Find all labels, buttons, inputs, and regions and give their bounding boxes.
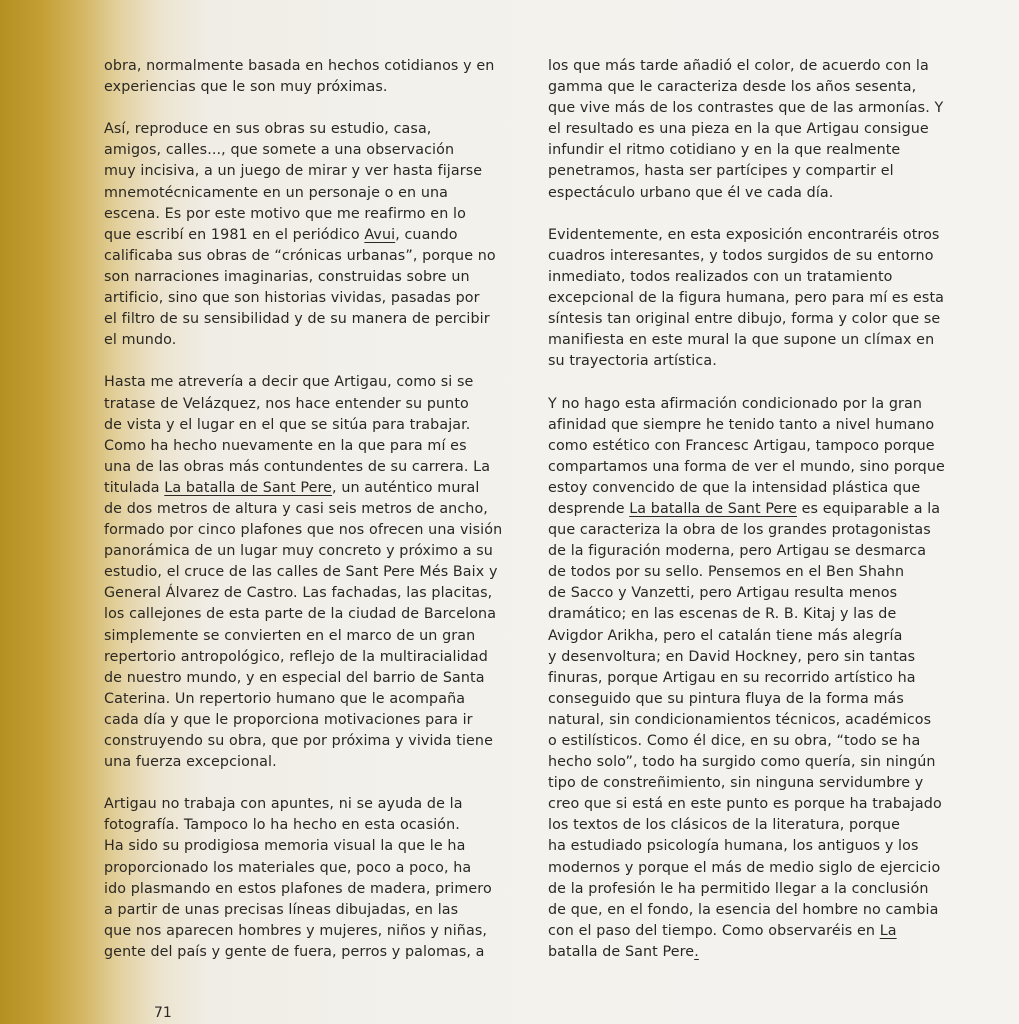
text-line: [548, 288, 968, 309]
text-line: [104, 794, 524, 815]
text-segment: de la figuración moderna, pero Artigau se desmarca: [548, 543, 927, 560]
text-line: [104, 415, 524, 436]
text-segment: calificaba sus obras de “crónicas urbanas”, porque no: [104, 247, 496, 264]
text-line: [548, 183, 968, 204]
text-segment: amigos, calles..., que somete a una observación: [104, 142, 455, 159]
text-segment: su trayectoria artística.: [548, 353, 717, 370]
text-line: [548, 140, 968, 161]
text-line: [548, 710, 968, 731]
text-segment: gente del país y gente de fuera, perros y palomas, a: [104, 943, 485, 960]
text-segment: proporcionado los materiales que, poco a poco, ha: [104, 859, 472, 876]
text-segment: creo que si está en este punto es porque ha trabajado: [548, 796, 942, 813]
text-segment: compartamos una forma de ver el mundo, sino porque: [548, 458, 945, 475]
text-line: [548, 647, 968, 668]
text-segment: tipo de constreñimiento, sin ninguna servidumbre y: [548, 775, 924, 792]
text-segment: mnemotécnicamente en un personaje o en una: [104, 184, 449, 201]
text-line: [548, 161, 968, 182]
text-line: [104, 288, 524, 309]
paragraph: [548, 225, 968, 373]
text-segment: de que, en el fondo, la esencia del hombre no cambia: [548, 901, 939, 918]
text-segment: que vive más de los contrastes que de las armonías. Y: [548, 100, 944, 117]
text-line: [548, 77, 968, 98]
text-segment: es equiparable a la: [797, 500, 941, 517]
text-segment: ido plasmando en estos plafones de madera, primero: [104, 880, 492, 897]
paragraph: [104, 56, 524, 98]
text-segment: inmediato, todos realizados con un tratamiento: [548, 268, 893, 285]
text-segment: tratase de Velázquez, nos hace entender su punto: [104, 395, 469, 412]
text-segment: construyendo su obra, que por próxima y vivida tiene: [104, 733, 493, 749]
text-segment: los que más tarde añadió el color, de acuerdo con la: [548, 58, 929, 74]
underlined-title: Avui: [364, 226, 396, 243]
text-line: [104, 647, 524, 668]
text-segment: afinidad que siempre he tenido tanto a nivel humano: [548, 416, 935, 433]
paragraph: [104, 794, 524, 963]
text-line: [104, 204, 524, 225]
text-segment: , cuando: [395, 226, 458, 243]
text-line: [548, 562, 968, 583]
text-segment: General Álvarez de Castro. Las fachadas, las placitas,: [104, 585, 493, 602]
text-line: [104, 457, 524, 478]
text-line: [548, 225, 968, 246]
text-segment: conseguido que su pintura fluya de la forma más: [548, 690, 904, 707]
text-segment: que nos aparecen hombres y mujeres, niños y niñas,: [104, 922, 488, 939]
text-segment: cada día y que le proporciona motivaciones para ir: [104, 711, 473, 728]
text-line: [104, 183, 524, 204]
text-line: [104, 562, 524, 583]
text-line: [548, 626, 968, 647]
text-segment: como estético con Francesc Artigau, tampoco porque: [548, 437, 935, 454]
text-segment: de Sacco y Vanzetti, pero Artigau resulta menos: [548, 585, 898, 602]
text-segment: de dos metros de altura y casi seis metros de ancho,: [104, 500, 488, 517]
underlined-title: La batalla de Sant Pere: [629, 500, 797, 517]
text-line: [104, 836, 524, 857]
text-line: [104, 752, 524, 773]
text-segment: modernos y porque el más de medio siglo de ejercicio: [548, 859, 941, 876]
text-line: [104, 330, 524, 351]
text-segment: que caracteriza la obra de los grandes protagonistas: [548, 522, 931, 539]
text-line: [104, 309, 524, 330]
text-line: [104, 372, 524, 393]
text-line: [548, 457, 968, 478]
text-segment: , un auténtico mural: [332, 479, 480, 496]
text-segment: síntesis tan original entre dibujo, forma y color que se: [548, 311, 941, 328]
text-segment: Así, reproduce en sus obras su estudio, casa,: [104, 121, 432, 138]
text-line: [104, 478, 524, 499]
text-segment: espectáculo urbano que él ve cada día.: [548, 184, 834, 201]
right-column: [548, 56, 968, 984]
text-line: [548, 668, 968, 689]
text-line: [548, 394, 968, 415]
text-line: [104, 858, 524, 879]
text-line: [548, 858, 968, 879]
text-line: [548, 267, 968, 288]
text-line: [104, 583, 524, 604]
text-line: [104, 900, 524, 921]
text-line: [104, 604, 524, 625]
text-line: [548, 541, 968, 562]
text-segment: manifiesta en este mural la que supone un clímax en: [548, 332, 935, 349]
text-segment: de la profesión le ha permitido llegar a la conclusión: [548, 880, 929, 897]
text-segment: los textos de los clásicos de la literatura, porque: [548, 817, 900, 834]
text-segment: y desenvoltura; en David Hockney, pero sin tantas: [548, 648, 916, 665]
text-segment: con el paso del tiempo. Como observaréis en: [548, 922, 880, 939]
text-segment: una fuerza excepcional.: [104, 754, 277, 771]
text-line: [104, 394, 524, 415]
text-line: [104, 541, 524, 562]
text-line: [104, 626, 524, 647]
text-segment: penetramos, hasta ser partícipes y compartir el: [548, 163, 894, 180]
text-line: [104, 140, 524, 161]
text-line: [548, 351, 968, 372]
text-segment: o estilísticos. Como él dice, en su obra, “todo se ha: [548, 733, 921, 749]
text-segment: panorámica de un lugar muy concreto y próximo a su: [104, 543, 493, 560]
text-segment: el resultado es una pieza en la que Artigau consigue: [548, 121, 929, 138]
text-segment: artificio, sino que son historias vividas, pasadas por: [104, 290, 480, 307]
text-segment: finuras, porque Artigau en su recorrido artístico ha: [548, 669, 916, 686]
text-segment: son narraciones imaginarias, construidas sobre un: [104, 268, 470, 285]
text-line: [104, 436, 524, 457]
text-line: [104, 225, 524, 246]
text-segment: de todos por su sello. Pensemos en el Ben Shahn: [548, 564, 905, 581]
text-line: [548, 436, 968, 457]
text-line: [104, 520, 524, 541]
text-line: [548, 836, 968, 857]
text-line: [548, 752, 968, 773]
text-line: [548, 330, 968, 351]
text-line: [548, 604, 968, 625]
text-line: [548, 309, 968, 330]
text-segment: dramático; en las escenas de R. B. Kitaj y las de: [548, 606, 897, 623]
text-segment: de nuestro mundo, y en especial del barrio de Santa: [104, 669, 485, 686]
text-line: [548, 731, 968, 752]
text-line: [104, 668, 524, 689]
text-segment: el mundo.: [104, 332, 177, 349]
text-line: [548, 246, 968, 267]
text-segment: escena. Es por este motivo que me reafirmo en lo: [104, 205, 466, 222]
text-line: [104, 731, 524, 752]
left-column: [104, 56, 524, 984]
text-segment: Hasta me atrevería a decir que Artigau, como si se: [104, 374, 474, 391]
text-segment: que escribí en 1981 en el periódico: [104, 226, 365, 243]
text-line: [548, 900, 968, 921]
underlined-title: .: [694, 943, 699, 960]
text-line: [548, 520, 968, 541]
text-segment: excepcional de la figura humana, pero para mí es esta: [548, 290, 945, 307]
text-line: [104, 56, 524, 77]
text-segment: repertorio antropológico, reflejo de la multiracialidad: [104, 648, 488, 665]
text-segment: Y no hago esta afirmación condicionado por la gran: [548, 395, 923, 412]
text-line: [548, 815, 968, 836]
text-segment: Caterina. Un repertorio humano que le acompaña: [104, 690, 466, 707]
text-line: [548, 499, 968, 520]
text-segment: Avigdor Arikha, pero el catalán tiene más alegría: [548, 627, 903, 644]
text-segment: muy incisiva, a un juego de mirar y ver hasta fijarse: [104, 163, 483, 180]
text-line: [104, 77, 524, 98]
text-segment: estoy convencido de que la intensidad plástica que: [548, 479, 921, 496]
text-line: [104, 246, 524, 267]
text-segment: estudio, el cruce de las calles de Sant Pere Més Baix y: [104, 564, 498, 581]
text-segment: los callejones de esta parte de la ciudad de Barcelona: [104, 606, 497, 623]
text-segment: fotografía. Tampoco lo ha hecho en esta ocasión.: [104, 817, 460, 834]
text-segment: titulada: [104, 479, 165, 496]
text-line: [104, 689, 524, 710]
paragraph: [104, 119, 524, 351]
text-line: [548, 583, 968, 604]
text-line: [104, 921, 524, 942]
paragraph: [548, 56, 968, 204]
underlined-title: La batalla de Sant Pere: [164, 479, 333, 496]
text-segment: cuadros interesantes, y todos surgidos de su entorno: [548, 247, 934, 264]
underlined-title: La: [879, 922, 897, 939]
text-segment: experiencias que le son muy próximas.: [104, 79, 388, 96]
text-segment: natural, sin condicionamientos técnicos, académicos: [548, 711, 932, 728]
text-line: [548, 689, 968, 710]
page-number: 71: [154, 1005, 172, 1021]
text-line: [104, 161, 524, 182]
text-line: [548, 119, 968, 140]
text-line: [548, 773, 968, 794]
text-line: [548, 794, 968, 815]
text-segment: a partir de unas precisas líneas dibujadas, en las: [104, 901, 459, 918]
text-line: [548, 879, 968, 900]
text-line: [548, 415, 968, 436]
text-line: [104, 942, 524, 963]
text-line: [104, 119, 524, 140]
text-line: [104, 879, 524, 900]
text-line: [548, 921, 968, 942]
text-segment: infundir el ritmo cotidiano y en la que realmente: [548, 142, 901, 159]
text-line: [104, 267, 524, 288]
text-segment: Artigau no trabaja con apuntes, ni se ayuda de la: [104, 796, 463, 813]
text-line: [104, 499, 524, 520]
text-segment: una de las obras más contundentes de su carrera. La: [104, 458, 491, 475]
paragraph: [104, 372, 524, 773]
text-segment: Ha sido su prodigiosa memoria visual la que le ha: [104, 838, 466, 855]
text-segment: el filtro de su sensibilidad y de su manera de percibir: [104, 311, 490, 328]
paragraph: [548, 394, 968, 964]
text-segment: desprende: [548, 500, 630, 517]
text-segment: simplemente se convierten en el marco de un gran: [104, 627, 476, 644]
text-line: [548, 478, 968, 499]
text-line: [548, 56, 968, 77]
text-segment: formado por cinco plafones que nos ofrecen una visión: [104, 522, 503, 539]
text-line: [104, 710, 524, 731]
text-segment: obra, normalmente basada en hechos cotidianos y en: [104, 58, 495, 74]
text-line: [548, 942, 968, 963]
text-segment: batalla de Sant Pere: [548, 943, 695, 960]
text-segment: de vista y el lugar en el que se sitúa para trabajar.: [104, 416, 471, 433]
text-segment: ha estudiado psicología humana, los antiguos y los: [548, 838, 919, 855]
text-segment: Evidentemente, en esta exposición encontraréis otros: [548, 226, 940, 243]
text-segment: gamma que le caracteriza desde los años sesenta,: [548, 79, 917, 96]
text-segment: Como ha hecho nuevamente en la que para mí es: [104, 437, 467, 454]
text-line: [548, 98, 968, 119]
text-line: [104, 815, 524, 836]
text-segment: hecho solo”, todo ha surgido como quería, sin ningún: [548, 754, 936, 771]
